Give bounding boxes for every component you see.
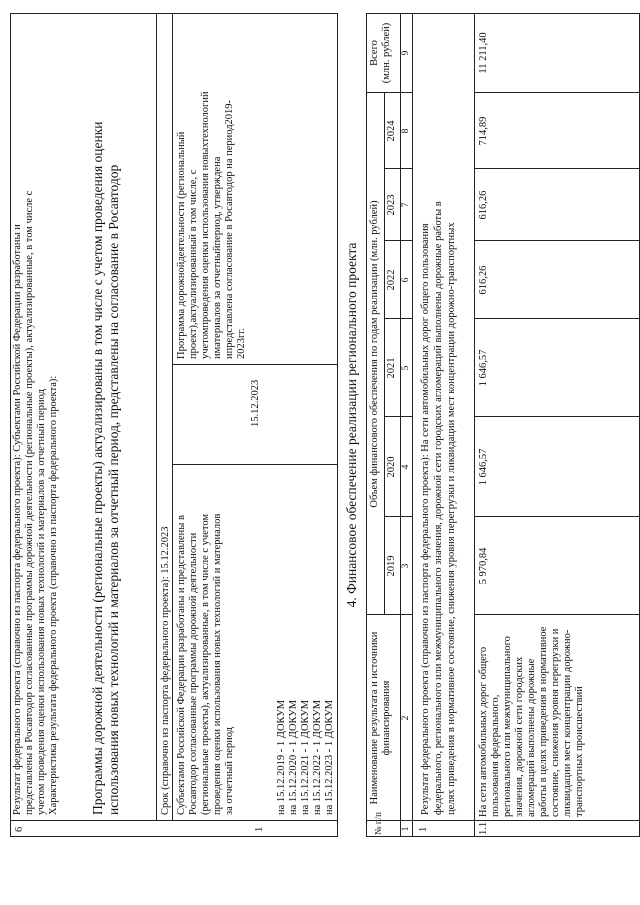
sub-text-line-3: (региональные проекты), актуализированные, в том числе с учетом xyxy=(200,513,211,815)
sub-text-line-5: за отчетный период xyxy=(224,726,235,815)
col-number-3: 3 xyxy=(401,563,411,569)
sub-right-line-5: ипредставлена согласование в Росавтодор на период2019- xyxy=(224,99,235,359)
header-year-2022: 2022 xyxy=(386,269,397,291)
row-11-name-line-1: На сети автомобильных дорог общего xyxy=(478,646,489,817)
result-characteristic: Характеристика результата федерального проекта (справочно из паспорта федерального проекта): xyxy=(48,375,59,815)
header-year-2020: 2020 xyxy=(386,456,397,478)
row-11-number: 1.1 xyxy=(478,821,489,835)
row-11-value-total: 11 211,40 xyxy=(478,32,489,74)
dokum-line-4: на 15.12.2022 - 1 ДОКУМ xyxy=(312,699,323,815)
header-num: № п/п xyxy=(373,812,383,835)
header-year-2023: 2023 xyxy=(386,194,397,216)
row-11-name-line-4: значения, дорожной сети городских xyxy=(514,656,525,817)
row-11-value-2022: 616,26 xyxy=(478,265,489,295)
row-11-value-2019: 5 970,84 xyxy=(478,547,489,585)
header-name-line-2: финансирования xyxy=(381,680,392,756)
header-name-line-1: Наименование результата и источники xyxy=(369,631,380,805)
col-number-8: 8 xyxy=(401,128,411,134)
row-11-name-line-3: регионального или межмуниципального xyxy=(502,636,513,817)
sub-right-line-3: учетомпроведения оценки использования новыхтехнологий xyxy=(200,91,211,359)
row-11-value-2020: 1 646,57 xyxy=(478,448,489,486)
result-row-number: 1 xyxy=(418,826,429,832)
sub-text-line-4: проведения оценки использования новых технологий и материалов xyxy=(212,513,223,815)
sub-date: 15.12.2023 xyxy=(250,379,261,427)
col-number-5: 5 xyxy=(401,365,411,371)
header-volume: Объем финансового обеспечения по годам реализации (млн. рублей) xyxy=(369,200,380,508)
sub-right-line-2: проект),актуализированный в том числе, с xyxy=(188,169,199,359)
programs-line-1: Программы дорожной деятельности (региональные проекты) актуализированы в том числе с учетом проведения оценки xyxy=(90,121,105,815)
result-line-3: учетом проведения оценки использования новых технологий и материалов за отчетный период xyxy=(36,389,47,815)
row-11-name-line-2: пользования федерального, xyxy=(490,694,501,817)
col-number-2: 2 xyxy=(401,715,411,721)
col-number-6: 6 xyxy=(401,277,411,283)
sub-right-line-4: иматериалов за отчетныйпериод, утверждена xyxy=(212,156,223,359)
result-line-2: представлены в Росавтодор согласованные программы дорожной деятельности (региональные проекты), актуализированные, в том числе с xyxy=(24,190,35,815)
col-number-4: 4 xyxy=(401,464,411,470)
row-11-value-2021: 1 646,57 xyxy=(478,349,489,387)
header-year-2021: 2021 xyxy=(386,357,397,379)
row-11-value-2023: 616,26 xyxy=(478,190,489,220)
header-year-2024: 2024 xyxy=(386,120,397,142)
row-11-name-line-9: транспортных происшествий xyxy=(574,686,585,817)
sub-right-line-6: 2023гг. xyxy=(236,327,247,359)
header-total-line-2: (млн. рублей) xyxy=(381,22,392,84)
result-line-1: Результат федерального проекта (справочно из паспорта федерального проекта): Субъектами Российской Федерации разработаны и xyxy=(12,224,23,815)
result-row-line-3: целях приведения в нормативное состояние, снижения уровня перегрузки и ликвидации мест концентрации дорожно-транспортных xyxy=(446,222,457,815)
header-year-2019: 2019 xyxy=(386,555,397,577)
row-number: 6 xyxy=(14,826,25,832)
row-11-value-2024: 714,89 xyxy=(478,116,489,146)
dokum-line-2: на 15.12.2020 - 1 ДОКУМ xyxy=(288,699,299,815)
programs-line-2: использования новых технологий и материалов за отчетный период, представлены на согласование в Росавтодор xyxy=(106,164,121,815)
result-row-line-2: федерального, регионального или межмуниципального значения, дорожной сети городских агломераций выполнены дорожные работы в xyxy=(433,201,444,815)
dokum-line-3: на 15.12.2021 - 1 ДОКУМ xyxy=(300,699,311,815)
col-number-1: 1 xyxy=(401,826,411,832)
section-title: 4. Финансовое обеспечение реализации регионального проекта xyxy=(344,242,359,608)
sub-row-number: 1 xyxy=(254,826,265,832)
header-total-line-1: Всего xyxy=(369,40,380,66)
row-11-name-line-6: работы в целях приведения в нормативное xyxy=(538,626,549,817)
deadline-text: Срок (справочно из паспорта федерального проекта): 15.12.2023 xyxy=(160,526,171,815)
sub-text-line-2: Росавтодор согласованные программы дорожной деятельности xyxy=(188,532,199,815)
sub-text-line-1: Субъектами Российской Федерации разработаны и представлены в xyxy=(176,515,187,815)
dokum-line-1: на 15.12.2019 - 1 ДОКУМ xyxy=(276,699,287,815)
sub-right-line-1: Программа дорожнойдеятельности (региональный xyxy=(176,131,187,359)
row-11-name-line-8: ликвидации мест концентрации дорожно- xyxy=(562,629,573,817)
row-11-name-line-7: состояние, снижения уровня перегрузки и xyxy=(550,628,561,817)
result-row-line-1: Результат федерального проекта (справочно из паспорта федерального проекта): На сети автомобильных дорог общего пользования xyxy=(420,223,431,815)
row-11-name-line-5: агломераций выполнены дорожные xyxy=(526,658,537,817)
col-number-9: 9 xyxy=(401,50,411,56)
dokum-line-5: на 15.12.2023 - 1 ДОКУМ xyxy=(324,699,335,815)
col-number-7: 7 xyxy=(401,202,411,208)
